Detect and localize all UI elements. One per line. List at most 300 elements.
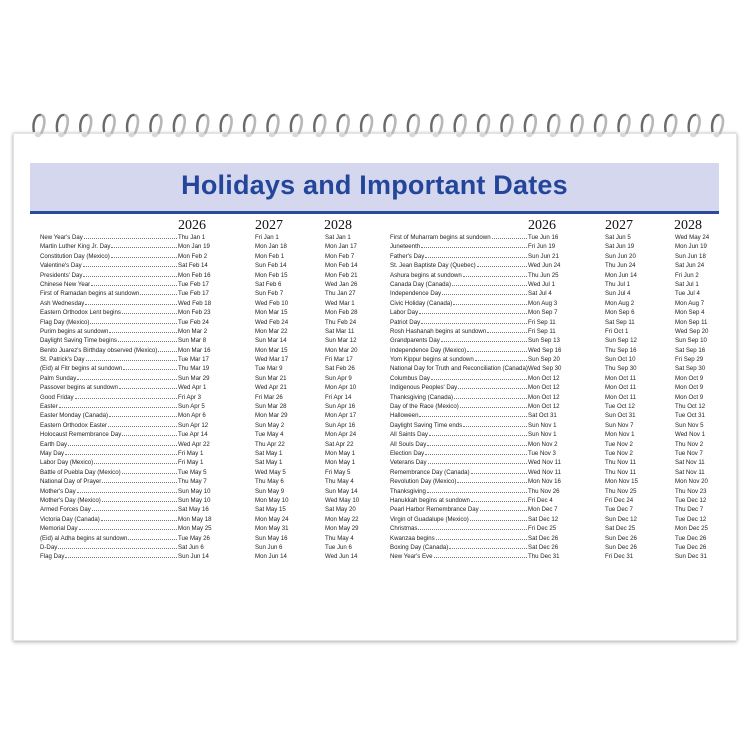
- holiday-date: Sun Nov 1: [528, 431, 557, 439]
- holiday-row: [40, 346, 385, 355]
- holiday-row: [390, 468, 735, 477]
- holiday-date: Sun Dec 26: [605, 534, 637, 542]
- holiday-date: Sun Apr 9: [325, 374, 352, 382]
- holiday-name: Holocaust Remembrance Day: [40, 431, 122, 439]
- holiday-name-cell: [390, 477, 528, 486]
- holiday-row: [390, 458, 735, 467]
- holiday-name: Indigenous Peoples' Day: [390, 384, 458, 392]
- holiday-name: Yom Kippur begins at sundown: [390, 356, 474, 364]
- holiday-date: Mon Oct 11: [605, 374, 637, 382]
- holiday-row: [40, 383, 385, 392]
- holiday-name-cell: [390, 318, 528, 327]
- holiday-date: Sat Sep 30: [675, 365, 706, 373]
- holiday-row: [390, 252, 735, 261]
- dot-leader: [83, 266, 177, 267]
- holiday-date: Wed Apr 21: [255, 384, 287, 392]
- holiday-date: Mon Dec 7: [528, 506, 558, 514]
- holiday-date: Wed May 10: [325, 496, 360, 504]
- holiday-row: [390, 552, 735, 561]
- holiday-name-cell: [40, 280, 178, 289]
- year-header-right-2027: 2027: [605, 218, 633, 233]
- holiday-row: [390, 299, 735, 308]
- holiday-row: [40, 402, 385, 411]
- holiday-name: (Eid) al Adha begins at sundown: [40, 534, 128, 542]
- holiday-date: Mon Mar 15: [255, 309, 288, 317]
- holiday-date: Sun Apr 16: [325, 421, 356, 429]
- holiday-date: Wed Feb 18: [178, 299, 212, 307]
- holiday-name-cell: [390, 327, 528, 336]
- holiday-date: Sun Mar 21: [255, 374, 287, 382]
- holiday-date: Wed Nov 11: [528, 468, 561, 476]
- holiday-date: Wed Feb 24: [255, 318, 289, 326]
- holiday-date: Mon Nov 20: [675, 478, 708, 486]
- holiday-name: Purim begins at sundown: [40, 327, 109, 335]
- holiday-row: [40, 374, 385, 383]
- holiday-name-cell: [40, 252, 178, 261]
- holiday-date: Mon May 29: [325, 525, 359, 533]
- holiday-name: Columbus Day: [390, 374, 430, 382]
- binding-coil: [431, 115, 442, 137]
- holiday-name: Halloween: [390, 412, 419, 420]
- holiday-name-cell: [390, 299, 528, 308]
- year-header-left-2026: 2026: [178, 218, 206, 233]
- holiday-row: [40, 308, 385, 317]
- holiday-date: Sun Nov 5: [675, 421, 704, 429]
- holiday-date: Sun Dec 12: [605, 515, 637, 523]
- holiday-date: Mon Sep 6: [605, 309, 635, 317]
- holiday-date: Thu Nov 2: [675, 440, 704, 448]
- holiday-date: Thu Nov 11: [605, 459, 637, 467]
- dot-leader: [109, 416, 177, 417]
- holiday-name-cell: [40, 336, 178, 345]
- dot-leader: [122, 473, 177, 474]
- holiday-date: Fri Jun 19: [528, 243, 556, 251]
- dot-leader: [436, 539, 527, 540]
- holiday-row: [40, 336, 385, 345]
- holiday-name: Ashura begins at sundown: [390, 271, 462, 279]
- dot-leader: [140, 294, 177, 295]
- holiday-name: National Day of Prayer: [40, 478, 102, 486]
- holiday-date: Mon Feb 28: [325, 309, 358, 317]
- holiday-date: Thu Apr 22: [255, 440, 285, 448]
- holiday-date: Mon Mar 20: [325, 346, 358, 354]
- holiday-name-cell: [390, 233, 528, 242]
- holiday-name-cell: [40, 383, 178, 392]
- holiday-date: Sat May 15: [255, 506, 286, 514]
- binding-coil: [689, 115, 700, 137]
- dot-leader: [454, 398, 527, 399]
- binding-coil: [267, 115, 278, 137]
- holiday-date: Tue Oct 12: [605, 403, 635, 411]
- holiday-name: First of Ramadan begins at sundown: [40, 290, 140, 298]
- holiday-row: [40, 271, 385, 280]
- dot-leader: [109, 332, 177, 333]
- holiday-date: Tue Feb 17: [178, 290, 209, 298]
- dot-leader: [77, 379, 177, 380]
- holiday-name-cell: [40, 534, 178, 543]
- dot-leader: [463, 276, 527, 277]
- holiday-date: Tue Nov 2: [605, 449, 633, 457]
- holiday-date: Tue Jul 4: [675, 290, 700, 298]
- holiday-date: Thu Dec 7: [675, 506, 704, 514]
- holiday-name-cell: [40, 233, 178, 242]
- holiday-date: Sun Dec 26: [605, 543, 637, 551]
- holiday-date: Fri Mar 26: [255, 393, 283, 401]
- holiday-row: [40, 364, 385, 373]
- holiday-row: [390, 233, 735, 242]
- holiday-date: Sun Mar 28: [255, 403, 287, 411]
- dot-leader: [108, 426, 177, 427]
- dot-leader: [119, 388, 177, 389]
- dot-leader: [425, 257, 527, 258]
- holiday-name-cell: [390, 364, 528, 373]
- holiday-name-cell: [40, 261, 178, 270]
- holiday-name-cell: [390, 402, 528, 411]
- holiday-name: Civic Holiday (Canada): [390, 299, 453, 307]
- dot-leader: [460, 407, 527, 408]
- holiday-row: [390, 524, 735, 533]
- holiday-date: Mon Nov 2: [528, 440, 558, 448]
- holiday-date: Thu May 4: [325, 478, 354, 486]
- year-header-left-2028: 2028: [324, 218, 352, 233]
- holiday-name-cell: [40, 318, 178, 327]
- holiday-row: [40, 496, 385, 505]
- holiday-date: Sun May 9: [255, 487, 285, 495]
- dot-leader: [492, 238, 527, 239]
- holiday-row: [40, 327, 385, 336]
- holiday-date: Mon Sep 7: [528, 309, 558, 317]
- holiday-date: Sat May 16: [178, 506, 209, 514]
- holiday-date: Sat Dec 26: [528, 543, 559, 551]
- page-title: Holidays and Important Dates: [181, 170, 568, 200]
- holiday-row: [390, 346, 735, 355]
- holiday-date: Fri Apr 14: [325, 393, 352, 401]
- holiday-name: Passover begins at sundown: [40, 384, 118, 392]
- holiday-date: Mon Oct 9: [675, 374, 704, 382]
- dot-leader: [122, 435, 177, 436]
- holiday-name: D-Day: [40, 543, 58, 551]
- holiday-name: Thanksgiving: [390, 487, 426, 495]
- dot-leader: [86, 360, 177, 361]
- holiday-name-cell: [40, 477, 178, 486]
- holiday-name: Eastern Orthodox Easter: [40, 421, 108, 429]
- holiday-row: [40, 289, 385, 298]
- dot-leader: [65, 557, 177, 558]
- dot-leader: [102, 482, 177, 483]
- holiday-date: Fri Apr 3: [178, 393, 202, 401]
- holiday-name: Battle of Puebla Day (Mexico): [40, 468, 121, 476]
- holiday-name: Thanksgiving (Canada): [390, 393, 454, 401]
- holiday-name: Benito Juarez's Birthday observed (Mexico): [40, 346, 158, 354]
- dot-leader: [458, 388, 527, 389]
- holiday-date: Mon Feb 16: [178, 271, 211, 279]
- holiday-row: [390, 261, 735, 270]
- dot-leader: [421, 247, 527, 248]
- holiday-name: Memorial Day: [40, 525, 78, 533]
- holiday-date: Wed Jul 1: [528, 280, 555, 288]
- holiday-date: Mon May 24: [255, 515, 289, 523]
- holiday-name: Earth Day: [40, 440, 68, 448]
- holiday-row: [40, 233, 385, 242]
- holiday-row: [390, 543, 735, 552]
- binding-coil: [408, 115, 419, 137]
- holiday-date: Fri Dec 25: [528, 525, 557, 533]
- holiday-name-cell: [40, 327, 178, 336]
- dot-leader: [463, 426, 527, 427]
- holiday-date: Sat Jun 5: [605, 234, 631, 241]
- holiday-date: Tue Jun 16: [528, 234, 559, 241]
- holiday-name-cell: [390, 252, 528, 261]
- holiday-name-cell: [40, 505, 178, 514]
- holiday-date: Mon Mar 15: [255, 346, 288, 354]
- holiday-date: Mon Dec 25: [675, 525, 708, 533]
- holiday-list-right: [390, 233, 735, 562]
- holiday-row: [40, 458, 385, 467]
- dot-leader: [94, 463, 177, 464]
- holiday-date: Thu Dec 31: [528, 553, 560, 561]
- holiday-date: Sun Apr 12: [178, 421, 209, 429]
- holiday-name: Revolution Day (Mexico): [390, 478, 457, 486]
- holiday-date: Fri Mar 17: [325, 356, 353, 364]
- holiday-name-cell: [40, 289, 178, 298]
- holiday-row: [40, 515, 385, 524]
- holiday-date: Sat Jun 19: [605, 243, 635, 251]
- holiday-date: Sat Mar 11: [325, 327, 355, 335]
- holiday-name: Eastern Orthodox Lent begins: [40, 309, 121, 317]
- holiday-date: Sun Feb 7: [255, 290, 284, 298]
- holiday-name-cell: [40, 430, 178, 439]
- holiday-row: [40, 543, 385, 552]
- holiday-date: Wed Jun 14: [325, 553, 358, 561]
- holiday-date: Fri Dec 24: [605, 496, 634, 504]
- holiday-name-cell: [40, 496, 178, 505]
- holiday-date: Mon Apr 24: [325, 431, 357, 439]
- holiday-date: Wed Sep 16: [528, 346, 562, 354]
- holiday-date: Wed Apr 22: [178, 440, 210, 448]
- dot-leader: [123, 369, 177, 370]
- holiday-row: [390, 440, 735, 449]
- holiday-name: May Day: [40, 449, 65, 457]
- holiday-date: Mon Nov 16: [528, 478, 561, 486]
- holiday-name: Daylight Saving Time begins: [40, 337, 117, 345]
- holiday-date: Mon Jan 18: [255, 243, 287, 251]
- holiday-date: Mon Oct 9: [675, 393, 704, 401]
- dot-leader: [425, 454, 527, 455]
- binding-coil: [455, 115, 466, 137]
- holiday-date: Sun Sep 20: [528, 356, 560, 364]
- dot-leader: [427, 492, 527, 493]
- holiday-date: Sun May 2: [255, 421, 285, 429]
- holiday-date: Sat Dec 12: [528, 515, 559, 523]
- holiday-list-left: [40, 233, 385, 562]
- holiday-date: Mon Oct 12: [528, 384, 560, 392]
- holiday-date: Sun Mar 14: [255, 337, 287, 345]
- holiday-date: Sun Oct 10: [605, 356, 636, 364]
- holiday-date: Tue Nov 3: [528, 449, 556, 457]
- holiday-name-cell: [40, 543, 178, 552]
- holiday-row: [390, 271, 735, 280]
- holiday-date: Tue Nov 2: [605, 440, 633, 448]
- holiday-row: [390, 477, 735, 486]
- holiday-date: Wed May 24: [675, 234, 710, 241]
- holiday-date: Mon Feb 23: [178, 309, 211, 317]
- holiday-name-cell: [40, 421, 178, 430]
- holiday-date: Wed Jun 24: [528, 262, 561, 270]
- holiday-name-cell: [40, 458, 178, 467]
- holiday-name: Chinese New Year: [40, 280, 91, 288]
- holiday-date: Sat Feb 26: [325, 365, 355, 373]
- holiday-name: Christmas: [390, 525, 418, 533]
- binding-coil: [501, 115, 512, 137]
- dot-leader: [59, 407, 177, 408]
- holiday-date: Sat May 1: [255, 449, 283, 457]
- binding-coil: [104, 115, 115, 137]
- binding-coil: [221, 115, 232, 137]
- holiday-date: Sat Feb 14: [178, 262, 208, 270]
- dot-leader: [118, 341, 177, 342]
- holiday-row: [40, 355, 385, 364]
- holiday-date: Wed Nov 1: [675, 431, 706, 439]
- holiday-name-cell: [390, 449, 528, 458]
- holiday-date: Thu Oct 12: [675, 403, 706, 411]
- holiday-name-cell: [390, 383, 528, 392]
- dot-leader: [467, 351, 527, 352]
- holiday-name-cell: [390, 487, 528, 496]
- holiday-date: Thu Sep 16: [605, 346, 637, 354]
- binding-coil: [361, 115, 372, 137]
- holiday-row: [390, 318, 735, 327]
- dot-leader: [111, 247, 177, 248]
- holiday-row: [390, 289, 735, 298]
- holiday-date: Fri Dec 4: [528, 496, 553, 504]
- binding-coil: [314, 115, 325, 137]
- holiday-name: National Day for Truth and Reconciliation (Canada): [390, 365, 528, 373]
- holiday-date: Sun Sep 13: [528, 337, 560, 345]
- holiday-date: Sun Sep 10: [675, 337, 707, 345]
- holiday-name: Palm Sunday: [40, 374, 77, 382]
- dot-leader: [427, 445, 527, 446]
- binding-coil: [478, 115, 489, 137]
- holiday-date: Sat Nov 11: [675, 468, 705, 476]
- holiday-date: Fri Sep 11: [528, 327, 556, 335]
- holiday-name-cell: [40, 299, 178, 308]
- banner-rule: [30, 211, 719, 214]
- holiday-name: Valentine's Day: [40, 262, 82, 270]
- binding-coil: [642, 115, 653, 137]
- dot-leader: [68, 445, 177, 446]
- holiday-row: [390, 449, 735, 458]
- binding-coil: [548, 115, 559, 137]
- holiday-date: Sun Apr 16: [325, 403, 356, 411]
- dot-leader: [418, 529, 527, 530]
- holiday-date: Thu Sep 30: [605, 365, 637, 373]
- holiday-date: Mon Oct 12: [528, 374, 560, 382]
- holiday-name: Virgin of Guadalupe (Mexico): [390, 515, 469, 523]
- holiday-date: Sun Jun 6: [255, 543, 283, 551]
- holiday-row: [390, 364, 735, 373]
- binding-coil: [174, 115, 185, 137]
- holiday-row: [40, 318, 385, 327]
- holiday-date: Sun Mar 12: [325, 337, 357, 345]
- holiday-date: Mon May 25: [178, 525, 212, 533]
- dot-leader: [84, 238, 177, 239]
- holiday-name: Easter Monday (Canada): [40, 412, 109, 420]
- holiday-date: Sat Jul 4: [528, 290, 552, 298]
- binding-coil: [80, 115, 91, 137]
- holiday-name-cell: [390, 242, 528, 251]
- binding-coil: [572, 115, 583, 137]
- holiday-name: Flag Day: [40, 553, 65, 561]
- binding-coil: [338, 115, 349, 137]
- holiday-date: Sat Jul 1: [675, 280, 699, 288]
- holiday-date: Sat Dec 25: [605, 525, 636, 533]
- holiday-name-cell: [40, 402, 178, 411]
- holiday-row: [40, 534, 385, 543]
- holiday-date: Sun Apr 5: [178, 403, 205, 411]
- holiday-name: Ash Wednesday: [40, 299, 85, 307]
- holiday-date: Sat Feb 6: [255, 280, 282, 288]
- dot-leader: [65, 454, 177, 455]
- holiday-row: [40, 299, 385, 308]
- holiday-date: Tue Apr 14: [178, 431, 208, 439]
- holiday-date: Mon Oct 12: [528, 403, 560, 411]
- dot-leader: [58, 548, 177, 549]
- holiday-date: Sat Sep 11: [605, 318, 635, 326]
- holiday-row: [40, 524, 385, 533]
- holiday-date: Sun Jul 4: [605, 290, 631, 298]
- holiday-date: Thu Jan 1: [178, 234, 206, 241]
- holiday-date: Sat Dec 26: [528, 534, 559, 542]
- dot-leader: [475, 360, 527, 361]
- holiday-name-cell: [390, 515, 528, 524]
- holiday-date: Mon Jun 14: [605, 271, 637, 279]
- holiday-date: Fri Jun 2: [675, 271, 699, 279]
- holiday-name-cell: [40, 242, 178, 251]
- binding-coil: [712, 115, 723, 137]
- holiday-name: Flag Day (Mexico): [40, 318, 90, 326]
- holiday-date: Mon Oct 9: [675, 384, 704, 392]
- holiday-name-cell: [390, 543, 528, 552]
- holiday-date: Tue Mar 17: [178, 356, 209, 364]
- dot-leader: [453, 304, 527, 305]
- holiday-date: Mon May 1: [325, 449, 356, 457]
- holiday-row: [40, 468, 385, 477]
- holiday-row: [390, 280, 735, 289]
- holiday-name-cell: [40, 487, 178, 496]
- holiday-date: Sat Sep 16: [675, 346, 706, 354]
- holiday-date: Mon Jun 19: [675, 243, 707, 251]
- holiday-row: [40, 261, 385, 270]
- holiday-name-cell: [390, 458, 528, 467]
- dot-leader: [442, 294, 527, 295]
- holiday-date: Tue Feb 24: [178, 318, 209, 326]
- holiday-date: Mon Mar 2: [178, 327, 208, 335]
- holiday-date: Mon Oct 12: [528, 393, 560, 401]
- holiday-name-cell: [390, 505, 528, 514]
- holiday-name: Daylight Saving Time ends: [390, 421, 463, 429]
- holiday-date: Mon Apr 10: [325, 384, 357, 392]
- holiday-name: All Souls Day: [390, 440, 427, 448]
- dot-leader: [83, 276, 177, 277]
- dot-leader: [457, 482, 527, 483]
- holiday-date: Mon Feb 1: [255, 252, 285, 260]
- holiday-name: Hanukkah begins at sundown: [390, 496, 470, 504]
- holiday-date: Mon Mar 22: [255, 327, 288, 335]
- holiday-name: Labor Day (Mexico): [40, 459, 94, 467]
- binding-coil: [525, 115, 536, 137]
- holiday-name: (Eid) al Fitr begins at sundown: [40, 365, 123, 373]
- holiday-name: Martin Luther King Jr. Day: [40, 243, 111, 251]
